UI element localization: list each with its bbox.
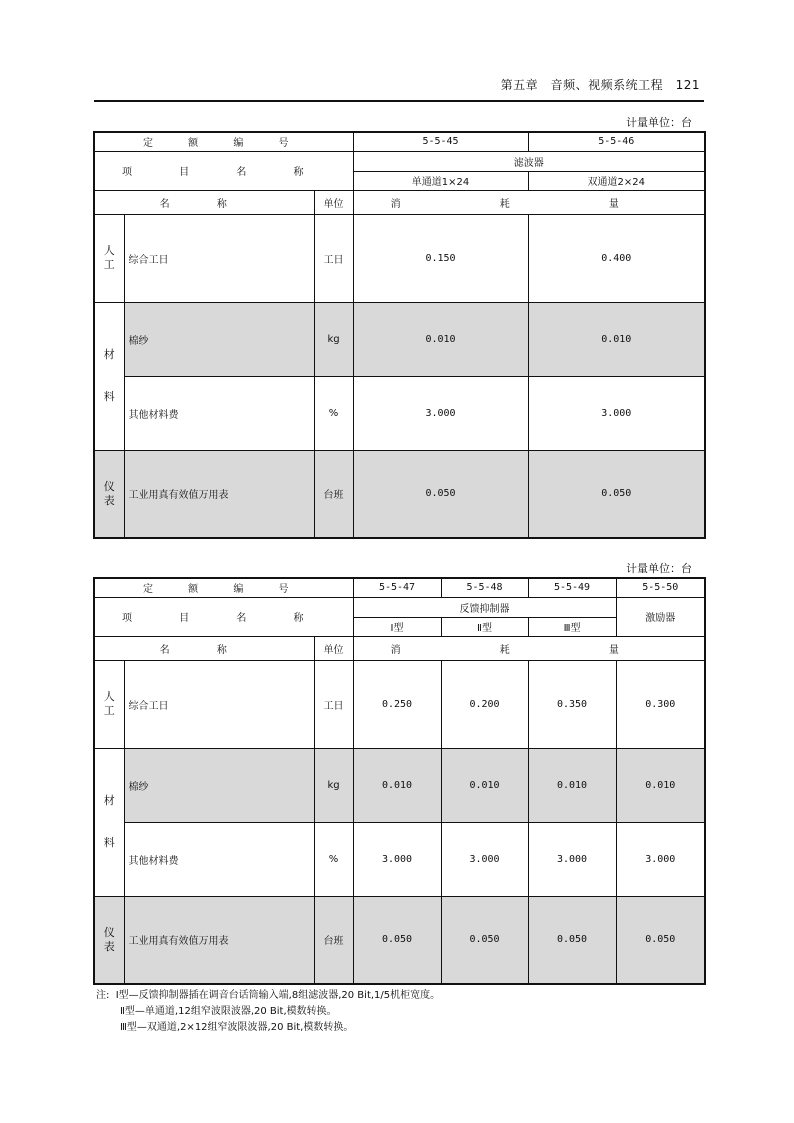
consumption-label: 消 耗 量 — [353, 190, 705, 214]
value-cell: 0.010 — [353, 748, 441, 822]
value-cell: 0.050 — [441, 896, 528, 984]
value-cell: 0.050 — [616, 896, 705, 984]
row-name: 工业用真有效值万用表 — [124, 450, 314, 538]
row-unit: 台班 — [314, 896, 353, 984]
group-name: 反馈抑制器 — [353, 597, 616, 617]
category-labor: 人 工 — [94, 660, 124, 748]
name-label: 名 称 — [94, 190, 314, 214]
value-cell: 0.300 — [616, 660, 705, 748]
value-cell: 0.050 — [353, 896, 441, 984]
page-header — [94, 72, 704, 102]
row-name: 综合工日 — [124, 214, 314, 302]
table1-unit: 计量单位：台 — [626, 116, 692, 129]
code-cell: 5-5-49 — [528, 578, 616, 597]
value-cell: 3.000 — [353, 822, 441, 896]
category-meter: 仪 表 — [94, 896, 124, 984]
value-cell: 0.010 — [528, 748, 616, 822]
category-material: 材 料 — [94, 302, 124, 450]
table-row — [94, 896, 705, 984]
note-line: Ⅲ型—双通道,2×12组窄波限波器,20 Bit,模数转换。 — [120, 1022, 354, 1033]
group-name: 滤波器 — [353, 151, 705, 171]
value-cell: 3.000 — [441, 822, 528, 896]
table-row — [94, 302, 705, 376]
value-cell: 0.150 — [353, 214, 528, 302]
consumption-label: 消 耗 量 — [353, 636, 705, 660]
code-row — [94, 132, 705, 151]
value-cell: 0.400 — [528, 214, 705, 302]
value-cell: 3.000 — [528, 822, 616, 896]
value-cell: 0.010 — [441, 748, 528, 822]
row-name: 其他材料费 — [124, 822, 314, 896]
subtype-cell: 双通道2×24 — [528, 171, 705, 190]
code-cell: 5-5-48 — [441, 578, 528, 597]
table-row — [94, 748, 705, 822]
item-name-label: 项 目 名 称 — [94, 597, 353, 636]
table-row — [94, 660, 705, 748]
table-row — [94, 822, 705, 896]
code-cell: 5-5-50 — [616, 578, 705, 597]
row-unit: kg — [314, 748, 353, 822]
category-labor: 人 工 — [94, 214, 124, 302]
code-row — [94, 578, 705, 597]
subtype-cell: Ⅰ型 — [353, 617, 441, 636]
code-cell: 5-5-47 — [353, 578, 441, 597]
row-name: 棉纱 — [124, 748, 314, 822]
table2-unit: 计量单位：台 — [626, 562, 692, 575]
category-meter: 仪 表 — [94, 450, 124, 538]
unit-label: 单位 — [314, 636, 353, 660]
row-unit: 工日 — [314, 660, 353, 748]
value-cell: 3.000 — [528, 376, 705, 450]
category-material: 材 料 — [94, 748, 124, 896]
row-unit: kg — [314, 302, 353, 376]
value-cell: 0.350 — [528, 660, 616, 748]
quota-table-2 — [93, 577, 706, 985]
value-cell: 0.200 — [441, 660, 528, 748]
row-unit: 台班 — [314, 450, 353, 538]
subtype-cell: 单通道1×24 — [353, 171, 528, 190]
row-unit: % — [314, 376, 353, 450]
value-cell: 3.000 — [353, 376, 528, 450]
code-cell: 5-5-45 — [353, 132, 528, 151]
chapter-title: 第五章 音频、视频系统工程 121 — [500, 78, 700, 92]
table-row — [94, 450, 705, 538]
value-cell: 0.050 — [528, 896, 616, 984]
value-cell: 0.050 — [353, 450, 528, 538]
row-unit: 工日 — [314, 214, 353, 302]
table-row — [94, 214, 705, 302]
code-cell: 5-5-46 — [528, 132, 705, 151]
value-cell: 0.250 — [353, 660, 441, 748]
value-cell: 0.010 — [353, 302, 528, 376]
code-label: 定 额 编 号 — [94, 132, 353, 151]
row-unit: % — [314, 822, 353, 896]
note-line: Ⅱ型—单通道,12组窄波限波器,20 Bit,模数转换。 — [120, 1006, 337, 1017]
unit-label: 单位 — [314, 190, 353, 214]
value-cell: 0.050 — [528, 450, 705, 538]
item-name-label: 项 目 名 称 — [94, 151, 353, 190]
value-cell: 0.010 — [616, 748, 705, 822]
note-line: 注: Ⅰ型—反馈抑制器插在调音台话筒输入端,8组滤波器,20 Bit,1/5机柜宽度。 — [96, 990, 441, 1001]
quota-table-1 — [93, 131, 706, 539]
row-name: 工业用真有效值万用表 — [124, 896, 314, 984]
notes — [96, 988, 440, 1036]
subtype-cell: Ⅲ型 — [528, 617, 616, 636]
group-name-2: 激励器 — [616, 597, 705, 636]
row-name: 棉纱 — [124, 302, 314, 376]
code-label: 定 额 编 号 — [94, 578, 353, 597]
table-row — [94, 376, 705, 450]
note-lead: 注: — [96, 990, 110, 1001]
name-label: 名 称 — [94, 636, 314, 660]
value-cell: 0.010 — [528, 302, 705, 376]
subtype-cell: Ⅱ型 — [441, 617, 528, 636]
row-name: 其他材料费 — [124, 376, 314, 450]
row-name: 综合工日 — [124, 660, 314, 748]
value-cell: 3.000 — [616, 822, 705, 896]
